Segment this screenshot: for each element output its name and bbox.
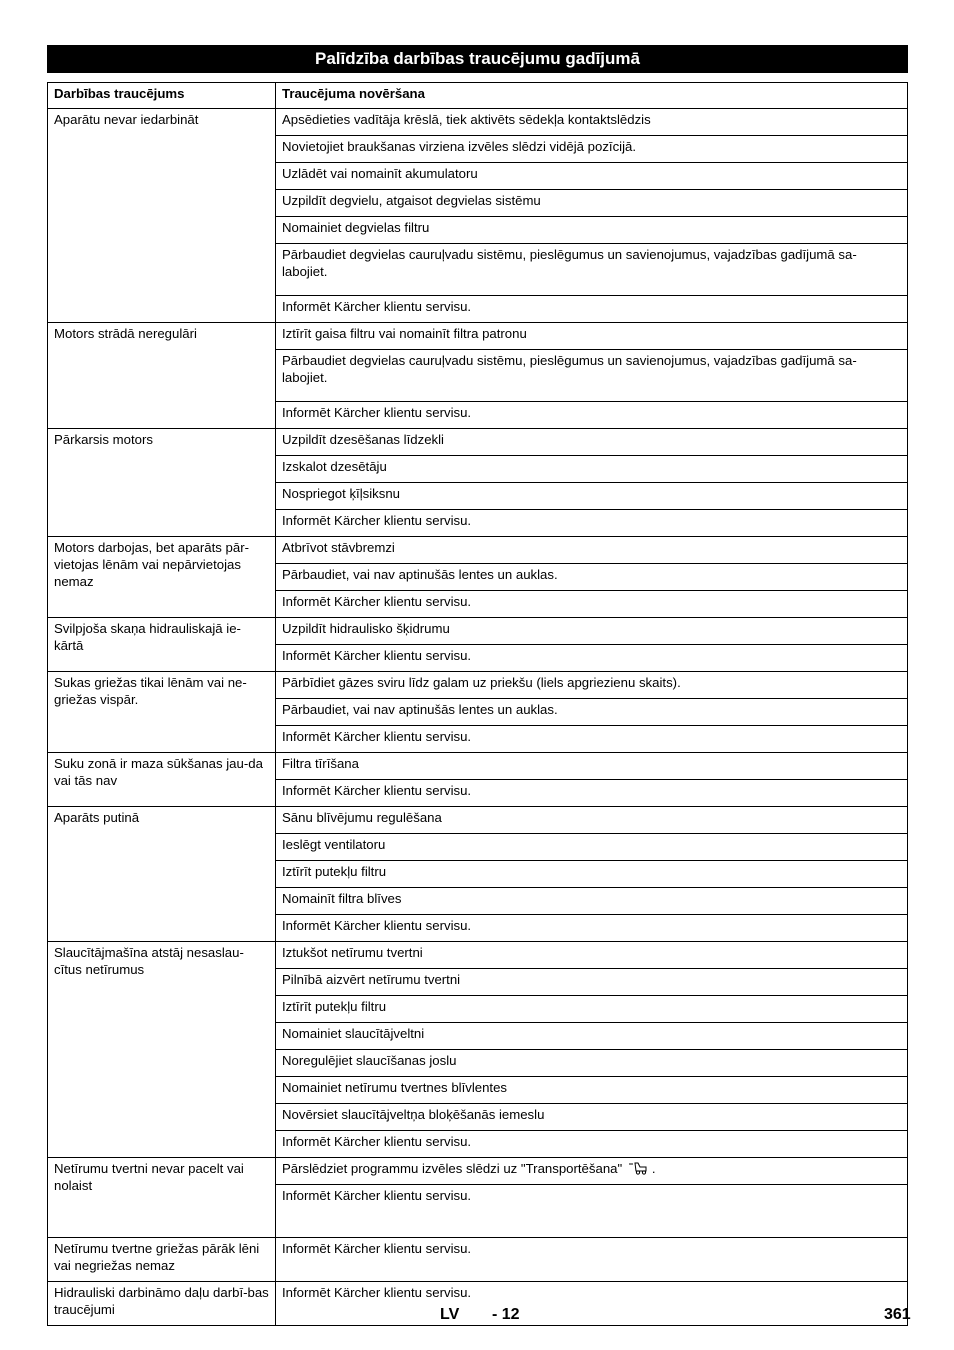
- remedy-cell: Informēt Kärcher klientu servisu.: [276, 1131, 908, 1158]
- remedy-cell: Ieslēgt ventilatoru: [276, 834, 908, 861]
- remedy-suffix: .: [651, 1161, 656, 1176]
- section-title: Palīdzība darbības traucējumu gadījumā: [47, 45, 908, 73]
- table-row: [48, 1282, 908, 1326]
- remedy-cell: Nomainiet slaucītājveltni: [276, 1023, 908, 1050]
- fault-cell: Aparātu nevar iedarbināt: [48, 109, 276, 323]
- remedy-cell: Uzpildīt degvielu, atgaisot degvielas sistēmu: [276, 190, 908, 217]
- column-header-remedy: Traucējuma novēršana: [276, 83, 908, 109]
- table-row: [48, 753, 908, 780]
- remedy-cell: Novērsiet slaucītājveltņa bloķēšanās iemeslu: [276, 1104, 908, 1131]
- transport-mode-icon: [628, 1161, 650, 1179]
- fault-cell: Motors darbojas, bet aparāts pār-vietojas lēnām vai nepārvietojas nemaz: [48, 537, 276, 618]
- remedy-cell: Iztīrīt putekļu filtru: [276, 861, 908, 888]
- fault-cell: Aparāts putinā: [48, 807, 276, 942]
- footer-section-number: - 12: [492, 1306, 520, 1323]
- table-row: [48, 323, 908, 350]
- fault-cell: Pārkarsis motors: [48, 429, 276, 537]
- table-row: [48, 1238, 908, 1282]
- remedy-cell: Pārbīdiet gāzes sviru līdz galam uz priekšu (liels apgriezienu skaits).: [276, 672, 908, 699]
- remedy-cell: Izskalot dzesētāju: [276, 456, 908, 483]
- remedy-cell: Pārbaudiet, vai nav aptinušās lentes un auklas.: [276, 699, 908, 726]
- remedy-cell: Informēt Kärcher klientu servisu.: [276, 510, 908, 537]
- remedy-cell: Informēt Kärcher klientu servisu.: [276, 1185, 908, 1238]
- remedy-cell: Informēt Kärcher klientu servisu.: [276, 296, 908, 323]
- fault-cell: Sukas griežas tikai lēnām vai ne-griežas vispār.: [48, 672, 276, 753]
- remedy-cell: Uzpildīt hidraulisko šķidrumu: [276, 618, 908, 645]
- remedy-text: Pārslēdziet programmu izvēles slēdzi uz "Transportēšana": [282, 1161, 623, 1176]
- remedy-cell: Pilnībā aizvērt netīrumu tvertni: [276, 969, 908, 996]
- remedy-cell: Apsēdieties vadītāja krēslā, tiek aktivēts sēdekļa kontaktslēdzis: [276, 109, 908, 136]
- fault-cell: Netīrumu tvertne griežas pārāk lēni vai negriežas nemaz: [48, 1238, 276, 1282]
- table-row: [48, 429, 908, 456]
- column-header-fault: Darbības traucējums: [48, 83, 276, 109]
- footer-language: LV: [440, 1306, 460, 1323]
- fault-cell: Svilpjoša skaņa hidrauliskajā ie-kārtā: [48, 618, 276, 672]
- remedy-cell: Informēt Kärcher klientu servisu.: [276, 1238, 908, 1282]
- table-header-row: [48, 83, 908, 109]
- footer-page-number: 361: [884, 1306, 911, 1323]
- remedy-cell: Nomainiet netīrumu tvertnes blīvlentes: [276, 1077, 908, 1104]
- table-row: [48, 618, 908, 645]
- table-row: [48, 807, 908, 834]
- table-row: [48, 942, 908, 969]
- fault-cell: Motors strādā neregulāri: [48, 323, 276, 429]
- table-row: [48, 1158, 908, 1185]
- remedy-cell: Iztīrīt putekļu filtru: [276, 996, 908, 1023]
- remedy-cell: Iztīrīt gaisa filtru vai nomainīt filtra patronu: [276, 323, 908, 350]
- troubleshooting-table: [47, 82, 908, 1326]
- remedy-cell: Atbrīvot stāvbremzi: [276, 537, 908, 564]
- remedy-cell: Novietojiet braukšanas virziena izvēles slēdzi vidējā pozīcijā.: [276, 136, 908, 163]
- remedy-cell: Iztukšot netīrumu tvertni: [276, 942, 908, 969]
- fault-cell: Slaucītājmašīna atstāj nesaslau-cītus netīrumus: [48, 942, 276, 1158]
- remedy-cell: Informēt Kärcher klientu servisu.: [276, 591, 908, 618]
- remedy-cell: Nospriegot ķīļsiksnu: [276, 483, 908, 510]
- remedy-cell: Informēt Kärcher klientu servisu.: [276, 780, 908, 807]
- remedy-cell: Noregulējiet slaucīšanas joslu: [276, 1050, 908, 1077]
- remedy-cell: Informēt Kärcher klientu servisu.: [276, 1282, 908, 1326]
- fault-cell: Hidrauliski darbināmo daļu darbī-bas traucējumi: [48, 1282, 276, 1326]
- remedy-cell: Informēt Kärcher klientu servisu.: [276, 645, 908, 672]
- remedy-cell: Informēt Kärcher klientu servisu.: [276, 915, 908, 942]
- remedy-cell: [276, 1158, 908, 1185]
- remedy-cell: Nomainiet degvielas filtru: [276, 217, 908, 244]
- fault-cell: Suku zonā ir maza sūkšanas jau-da vai tās nav: [48, 753, 276, 807]
- remedy-cell: Pārbaudiet degvielas cauruļvadu sistēmu, pieslēgumus un savienojumus, vajadzības gadījumā sa-labojiet.: [276, 244, 908, 296]
- remedy-cell: Filtra tīrīšana: [276, 753, 908, 780]
- table-row: [48, 537, 908, 564]
- remedy-cell: Uzpildīt dzesēšanas līdzekli: [276, 429, 908, 456]
- table-row: [48, 109, 908, 136]
- remedy-cell: Sānu blīvējumu regulēšana: [276, 807, 908, 834]
- remedy-cell: Informēt Kärcher klientu servisu.: [276, 402, 908, 429]
- remedy-cell: Pārbaudiet, vai nav aptinušās lentes un auklas.: [276, 564, 908, 591]
- remedy-cell: Uzlādēt vai nomainīt akumulatoru: [276, 163, 908, 190]
- remedy-cell: Pārbaudiet degvielas cauruļvadu sistēmu, pieslēgumus un savienojumus, vajadzības gadījumā sa-labojiet.: [276, 350, 908, 402]
- table-row: [48, 672, 908, 699]
- remedy-cell: Nomainīt filtra blīves: [276, 888, 908, 915]
- fault-cell: Netīrumu tvertni nevar pacelt vai nolaist: [48, 1158, 276, 1238]
- remedy-cell: Informēt Kärcher klientu servisu.: [276, 726, 908, 753]
